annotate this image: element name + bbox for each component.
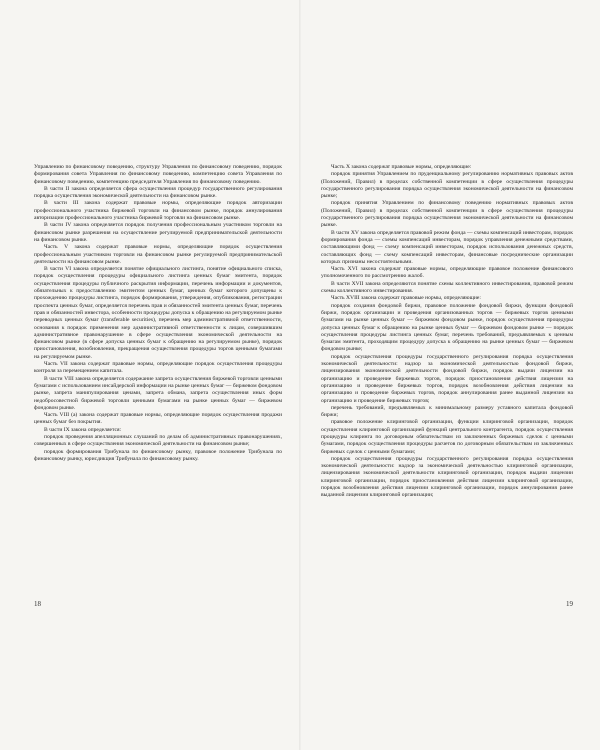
- paragraph: перечень требований, предъявляемых к минимальному размеру уставного капитала фондовой биржи;: [321, 404, 573, 419]
- paragraph: Часть XVI закона содержат правовые нормы, определяющие правовое положение финансового уполномоченного по рассмотрению жалоб.: [321, 266, 573, 280]
- paragraph: порядок осуществления процедуры государственного регулирования порядка осуществления экономической деятельности: надзор за экономической деятельностью клиринговой организации, лицензирования экономической деятельности клиринговой организации, порядок выдачи лицензии клиринговой организации, порядок приостановления действия лицензии клиринговой организации, порядок возобновления действия лицензии клиринговой организации, порядок аннулирования ранее выданной лицензии клиринговой организации;: [321, 455, 573, 499]
- left-page-text: [34, 164, 282, 463]
- paragraph: порядок принятия Управлением по финансовому поведению нормативных правовых актов (Положений, Правил) в пределах собственной компетенции в сфере осуществления процедуры государственного регулирования порядка осуществления экономической деятельности на финансовом рынке.: [321, 200, 573, 229]
- paragraph: порядок принятия Управлением по пруденциальному регулированию нормативных правовых актов (Положений, Правил) в пределах собственной компетенции в сфере осуществления процедуры государственного регулирования порядка осуществления экономической деятельности на финансовом рынке;: [321, 171, 573, 200]
- paragraph: В части II закона определяется сфера осуществления процедур государственного регулирования порядка осуществления экономической деятельности на финансовом рынке.: [34, 185, 282, 200]
- paragraph: В части IV закона определяется порядок получения профессиональным участником торговли на финансовом рынке разрешения на осуществление регулируемой предпринимательской деятельности на финансовом рынке.: [34, 222, 282, 243]
- paragraph: Часть VIII (а) закона содержат правовые нормы, определяющие порядок осуществления продажи ценных бумаг без покрытия.: [34, 412, 282, 426]
- paragraph: порядок формирования Трибунала по финансовому рынку, правовое положение Трибунала по финансовому рынку, юрисдикция Трибунала по финансовому рынку.: [34, 448, 282, 462]
- left-page: [0, 0, 299, 750]
- paragraph: порядок проведения апелляционных слушаний по делам об административных правонарушениях, совершенных в сфере осуществления экономической деятельности на финансовом рынке;: [34, 433, 282, 448]
- paragraph: Часть X закона содержат правовые нормы, определяющие:: [331, 164, 472, 170]
- paragraph: правовое положение клиринговой организации, функции клиринговой организации, порядок осуществления клиринговой организацией функций центрального контрагента, порядок осуществления процедуры клиринга по договорным обязательствам из заключенных биржевых сделок с ценными бумагами, порядок осуществления процедуры расчетов по договорным обязательствам из заключенных биржевых сделок с ценными бумагами;: [321, 419, 573, 455]
- paragraph: Часть VII закона содержат правовые нормы, определяющие порядок осуществления процедуры контроля за перемещением капитала.: [34, 361, 282, 375]
- paragraph: Управлению по финансовому поведению, структуру Управления по финансовому поведению, порядок формирования совета Управления по финансовому поведению, компетенцию совета Управления по финансовому поведению, компетенцию председателя Управления по финансовому поведению.: [34, 164, 282, 185]
- paragraph: В части XVII закона определяются понятие схемы коллективного инвестирования, правовой режим схемы коллективного инвестирования.: [321, 280, 573, 295]
- paragraph: В части IX закона определяется:: [44, 426, 122, 433]
- paragraph: В части III закона содержат правовые нормы, определяющие порядок авторизации профессионального участника биржевой торговли на финансовом рынке, порядок аннулирования авторизации профессионального участника биржевой торговли на финансовом рынке.: [34, 200, 282, 222]
- page-number-left: 18: [34, 600, 41, 608]
- paragraph: В части VIII закона определяется содержание запрета осуществления биржевой торговли ценными бумагами с использованием инсайдерской информации на рынке ценных бумаг — биржевом фондовом рынке, запрета манипулирования ценами, запрета обмана, запрета осуществления иных форм недобросовестной биржевой торговли ценными бумагами на рынке ценных бумаг — биржевом фондовом рынке.: [34, 375, 282, 411]
- paragraph: Часть XVIII закона содержат правовые нормы, определяющие:: [331, 295, 481, 302]
- right-page: [301, 0, 600, 750]
- page-number-right: 19: [566, 600, 573, 608]
- paragraph: порядок осуществления процедуры государственного регулирования порядка осуществления экономической деятельности: надзор за экономической деятельностью фондовой биржи, лицензирования экономической деятельности фондовой биржи, порядок выдачи лицензии на организацию и проведение биржевых торгов, порядок приостановления действия лицензии на организацию и проведение биржевых торгов, порядок возобновления действия лицензии на организацию и проведение биржевых торгов, порядок аннулирования ранее выданной лицензии на организацию и проведение биржевых торгов;: [321, 353, 573, 404]
- paragraph: В части VI закона определяется понятие официального листинга, понятие официального списка, порядок осуществления процедуры официального листинга ценных бумаг эмитента, порядок осуществления процедуры публичного раскрытия информации, перечень информации и документов, обязательных к предоставлению эмитентом ценных бумаг, ценных бумаг которого допущены к прохождению процедуры листинга, порядок формирования, утверждения, опубликования, регистрации проспекта ценных бумаг, определяется перечень прав и обязанностей эмитента ценных бумаг, перечень прав и обязанностей инвестора, особенности процедуры допуска к обращению на регулируемом рынке переводных ценных бумаг (transferable securities), перечень мер административной ответственности, основания к порядок применения мер административной ответственности к лицам, совершившим административное правонарушение в сфере осуществления экономической деятельности на финансовом рынке (в сфере допуска ценных бумаг к обращению на регулируемом рынке), порядок приостановления, возобновления, прекращения осуществления процедуры торгов ценными бумагами на регулируемом рынке.: [34, 266, 282, 360]
- right-page-text: [321, 164, 573, 500]
- paragraph: В части XV закона определяется правовой режим фонда — схемы компенсаций инвесторам, порядок формирования фонда — схемы компенсаций инвесторам, порядок управления денежными средствами, составляющими фонд — схему компенсаций инвесторам, порядок использования денежных средств, составляющих фонд — схему компенсаций инвесторам, финансовые посреднические организации которых признаны несостоятельными.: [321, 229, 573, 265]
- paragraph: Часть V закона содержат правовые нормы, определяющие порядок осуществления профессиональным участником торговли на финансовом рынке регулируемой предпринимательской деятельности на финансовом рынке.: [34, 244, 282, 265]
- paragraph: порядок создания фондовой биржи, правовое положение фондовой биржи, функции фондовой биржи, порядок организации и проведения организованных торгов — биржевых торгов ценными бумагами на рынке ценных бумаг — биржевом фондовом рынке, порядок осуществления процедуры допуска ценных бумаг к обращению на рынке ценных бумаг — биржевом фондовом рынке — порядок осуществления процедуры листинга ценных бумаг, перечень требований, предъявляемых к ценным бумагам эмитента, проходящим процедуру допуска к обращению на рынке ценных бумаг — биржевом фондовом рынке;: [321, 302, 573, 353]
